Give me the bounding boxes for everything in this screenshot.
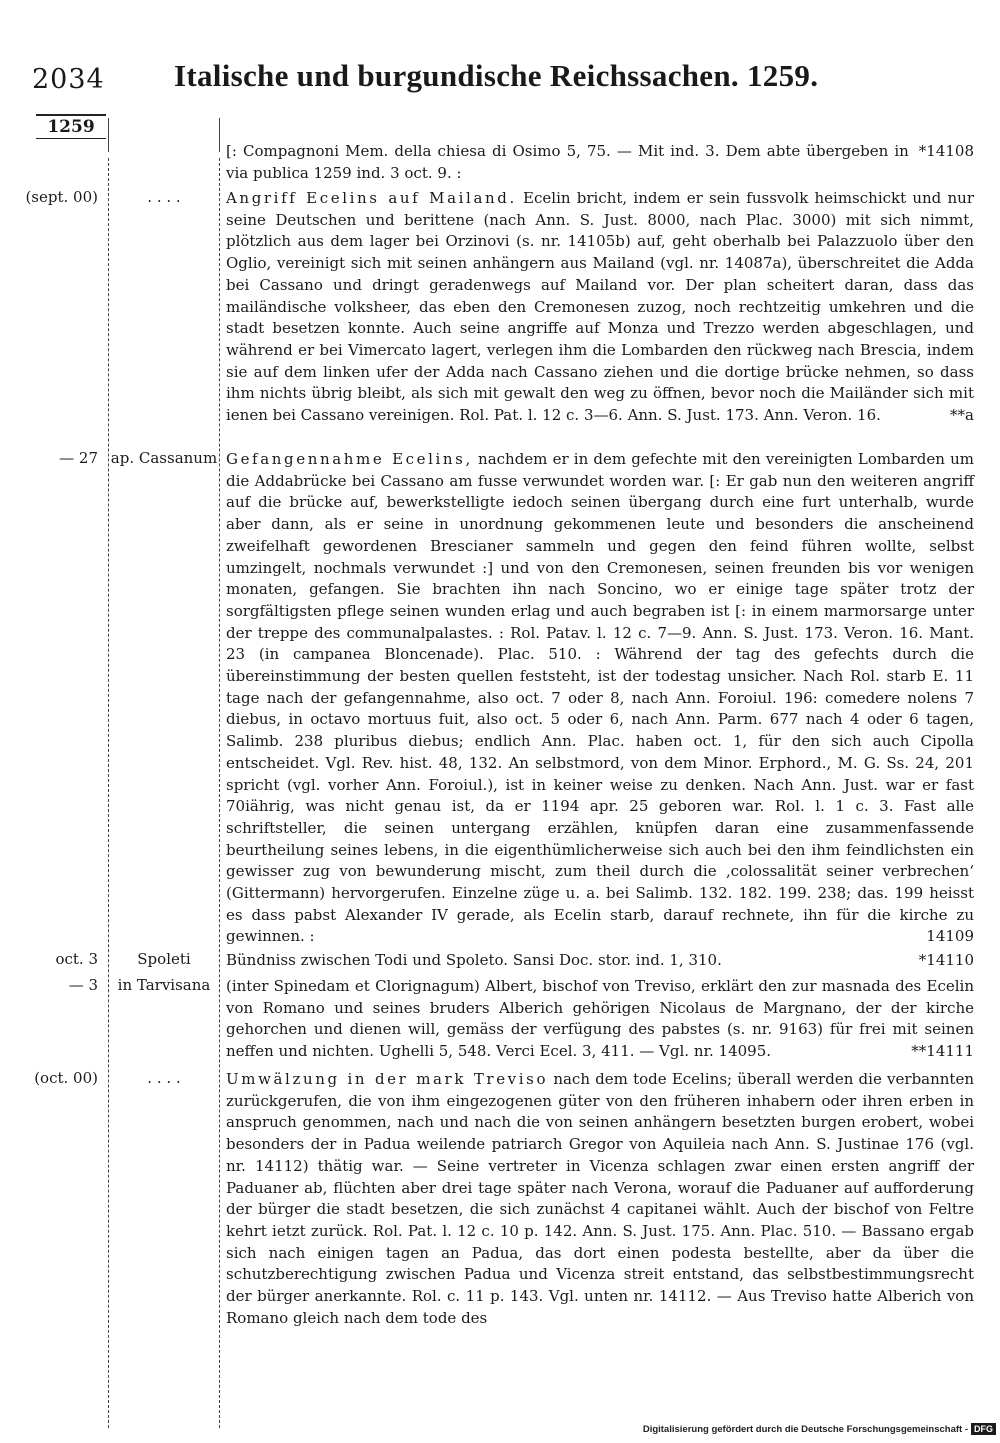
- page-number: 2034: [32, 64, 105, 95]
- entry-text: [226, 976, 974, 1063]
- entry-date: (oct. 00): [34, 1069, 98, 1087]
- entry-text: [226, 449, 974, 948]
- entry-number: *14108: [918, 142, 974, 160]
- entry-body: nachdem er in dem gefechte mit den vereinigten Lombarden um die Addabrücke bei Cassano am fusse verwundet worden war. [: Er gab nun den weiteren angriff auf die brücke auf, bewerkstelligte iedoch seinen übergang durch eine furt unterhalb, wurde aber dann, als er seine in unordnung gekommenen leute und besonders die anscheinend zweifelhaft gewordenen Brescianer sammeln und gegen den feind führen wollte, selbst umzingelt, nochmals verwundet :] und von den Cremonesen, seinen freunden bis vor wenigen monaten, gefangen. Sie brachten ihn nach Soncino, wo er einige tage später trotz der sorgfältigsten pflege seinen wunden erlag und auch begraben ist [: in einem marmorsarge unter der treppe des communalpalastes. : Rol. Patav. l. 12 c. 7—9. Ann. S. Just. 173. Veron. 16. Mant. 23 (in campanea Bloncenade). Plac. 510. : Während der tag des gefechts durch die übereinstimmung der besten quellen feststeht, ist der todestag unsicher. Nach Rol. starb E. 11 tage nach der gefangennahme, also oct. 7 oder 8, nach Ann. Foroiul. 196: comedere nolens 7 diebus, in octavo mortuus fuit, also oct. 5 oder 6, nach Ann. Parm. 677 nach 4 oder 6 tagen, Salimb. 238 pluribus diebus; endlich Ann. Plac. haben oct. 1, für den sich auch Cipolla entscheidet. Vgl. Rev. hist. 48, 132. An selbstmord, von dem Minor. Erphord., M. G. Ss. 24, 201 spricht (vgl. vorher Ann. Foroiul.), ist in keiner weise zu denken. Nach Ann. Just. war er fast 70iährig, was nicht genau ist, da er 1194 apr. 25 geboren war. Rol. l. 1 c. 3. Fast alle schriftsteller, die seinen untergang erzählen, knüpfen daran eine zusammenfassende beurtheilung seines lebens, in die eigenthümlicherweise sich auch bei den ihm feindlichsten ein gewisser zug von bewunderung mischt, zum theil durch die ‚colossalität seiner verbrechen‘ (Gittermann) hervorgerufen. Einzelne züge u. a. bei Salimb. 132. 182. 199. 238; das. 199 heisst es dass pabst Alexander IV gerade, als Ecelin starb, darauf rechnete, ihn für die kirche zu gewinnen. :: [226, 450, 975, 946]
- dfg-logo: DFG: [971, 1423, 996, 1435]
- entry-place: . . . .: [147, 188, 181, 206]
- column-rule-right: [219, 158, 220, 1428]
- entry-number: *14110: [918, 951, 974, 969]
- column-rule-left: [108, 118, 109, 152]
- column-rule-left: [108, 158, 109, 1428]
- entry-number: **a: [950, 406, 974, 425]
- entry-heading: Angriff Ecelins auf Mailand.: [226, 189, 517, 207]
- entry-place: in Tarvisana: [117, 976, 211, 994]
- entry-text: [226, 1069, 974, 1329]
- entry-number: 14109: [926, 927, 974, 946]
- entry-date: — 3: [68, 976, 98, 994]
- running-title: Italische und burgundische Reichssachen. 1259.: [174, 58, 819, 93]
- entry-text: [226, 141, 974, 184]
- credit-text: Digitalisierung gefördert durch die Deutsche Forschungsgemeinschaft -: [642, 1424, 968, 1435]
- entry-number: **14111: [911, 1042, 974, 1061]
- entry-body: (inter Spinedam et Clorignagum) Albert, bischof von Treviso, erklärt den zur masnada des Ecelin von Romano und seines bruders Alberich gehörigen Nicolaus de Margnano, der der kirche gehorchen und dienen will, gemäss der verfügung des pabstes (s. nr. 9163) für frei mit seinen neffen und nichten. Ughelli 5, 548. Verci Ecel. 3, 411. — Vgl. nr. 14095.: [226, 977, 974, 1061]
- column-rule-right: [219, 118, 220, 152]
- entry-text: [226, 950, 974, 972]
- entry-date: oct. 3: [55, 950, 98, 968]
- entry-body: nach dem tode Ecelins; überall werden die verbannten zurückgerufen, die von ihm eingezogenen güter von den früheren inhabern oder ihren erben in anspruch genommen, nach und nach die von seinen anhängern besetzten burgen erobert, wobei besonders der in Padua weilende patriarch Gregor von Aquileia nach Ann. S. Justinae 176 (vgl. nr. 14112) thätig war. — Seine vertreter in Vicenza schlagen zwar einen ersten angriff der Paduaner ab, flüchten aber drei tage später nach Verona, worauf die Paduaner auf aufforderung der bürger die stadt besetzen, die sich zunächst 4 capitanei wählt. Auch der bischof von Feltre kehrt ietzt zurück. Rol. Pat. l. 12 c. 10 p. 142. Ann. S. Just. 175. Ann. Plac. 510. — Bassano ergab sich nach einigen tagen an Padua, das dort einen podesta bestellte, aber da über die schutzberechtigung zwischen Padua und Vicenza streit entstand, das selbstbestimmungsrecht der bürger anerkannte. Rol. c. 11 p. 143. Vgl. unten nr. 14112. — Aus Treviso hatte Alberich von Romano gleich nach dem tode des: [226, 1070, 974, 1327]
- entry-body: [: Compagnoni Mem. della chiesa di Osimo 5, 75. — Mit ind. 3. Dem abte übergeben in via publica 1259 ind. 3 oct. 9. :: [226, 142, 909, 182]
- entry-date: — 27: [59, 449, 98, 467]
- digitization-credit: [643, 1423, 996, 1435]
- entry-text: [226, 188, 974, 427]
- entry-place: . . . .: [147, 1069, 181, 1087]
- entry-date: (sept. 00): [25, 188, 98, 206]
- page-header: [32, 58, 970, 106]
- entry-place: Spoleti: [137, 950, 191, 968]
- entry-place: ap. Cassanum: [110, 449, 218, 467]
- year-marker: 1259: [36, 114, 106, 139]
- entry-body: Ecelin bricht, indem er sein fussvolk heimschickt und nur seine Deutschen und berittene (nach Ann. S. Just. 8000, nach Plac. 3000) mit sich nimmt, plötzlich aus dem lager bei Orzinovi (s. nr. 14105b) auf, geht oberhalb bei Palazzuolo über den Oglio, vereinigt sich mit seinen anhängern aus Mailand (vgl. nr. 14087a), überschreitet die Adda bei Cassano und dringt geradenwegs auf Mailand vor. Der plan scheitert daran, dass das mailändische volksheer, das eben den Cremonesen zuzog, noch rechtzeitig umkehren und die stadt besetzen konnte. Auch seine angriffe auf Monza und Trezzo werden abgeschlagen, und während er bei Vimercato lagert, verlegen ihm die Lombarden den rückweg nach Brescia, indem sie auf dem linken ufer der Adda nach Cassano ziehen und die dortige brücke nehmen, so dass ihm nichts übrig bleibt, als sich mit gewalt den weg zu öffnen, bevor noch die Mailänder sich mit ienen bei Cassano vereinigen. Rol. Pat. l. 12 c. 3—6. Ann. S. Just. 173. Ann. Veron. 16.: [226, 189, 974, 425]
- entry-heading: Umwälzung in der mark Treviso: [226, 1070, 549, 1088]
- entry-body: Bündniss zwischen Todi und Spoleto. Sansi Doc. stor. ind. 1, 310.: [226, 951, 722, 969]
- entry-heading: Gefangennahme Ecelins,: [226, 450, 473, 468]
